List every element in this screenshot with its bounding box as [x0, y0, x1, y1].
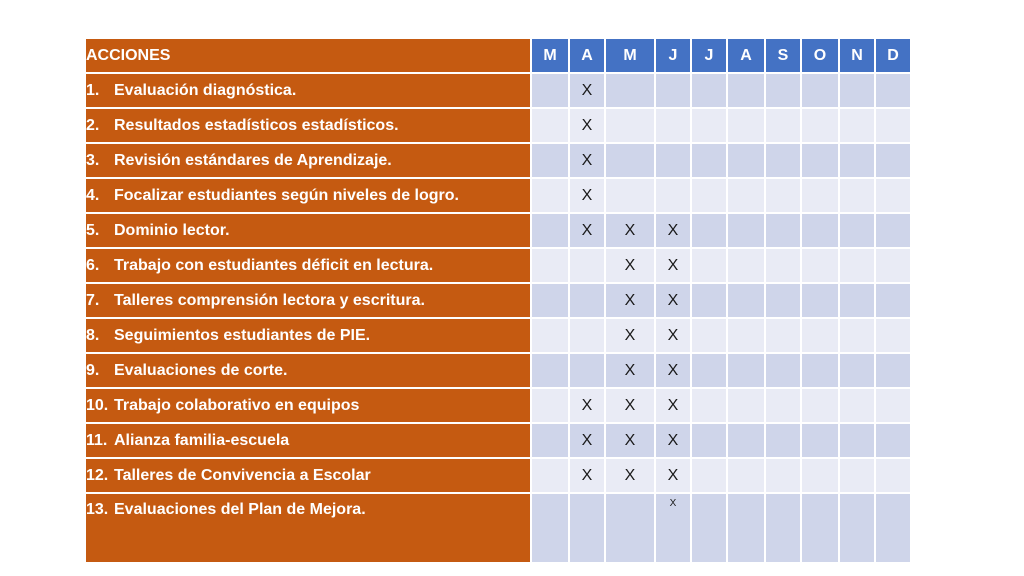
month-cell	[691, 423, 727, 458]
month-cell: X	[569, 458, 605, 493]
month-cell: X	[655, 493, 691, 563]
month-cell	[605, 108, 655, 143]
month-cell	[727, 248, 765, 283]
month-cell	[531, 143, 569, 178]
month-header: A	[727, 38, 765, 73]
action-number: 1.	[86, 81, 100, 99]
month-cell: X	[655, 423, 691, 458]
action-number: 4.	[86, 186, 100, 204]
action-number: 10.	[86, 396, 109, 414]
month-header: O	[801, 38, 839, 73]
month-cell	[801, 388, 839, 423]
month-cell	[691, 283, 727, 318]
action-cell	[85, 388, 531, 423]
action-cell	[85, 73, 531, 108]
month-cell	[605, 493, 655, 563]
month-cell	[531, 458, 569, 493]
month-header: M	[531, 38, 569, 73]
month-cell	[875, 248, 911, 283]
action-cell	[85, 423, 531, 458]
month-header: S	[765, 38, 801, 73]
month-cell: X	[605, 213, 655, 248]
table-row	[85, 388, 911, 423]
action-text: Trabajo con estudiantes déficit en lectura.	[114, 256, 434, 274]
month-cell	[839, 73, 875, 108]
month-cell	[691, 143, 727, 178]
action-text: Talleres comprensión lectora y escritura.	[114, 291, 425, 309]
month-cell: X	[655, 353, 691, 388]
month-cell	[727, 283, 765, 318]
month-cell	[727, 213, 765, 248]
month-cell	[839, 248, 875, 283]
month-cell	[875, 73, 911, 108]
month-cell	[801, 283, 839, 318]
month-cell	[839, 458, 875, 493]
month-cell	[531, 108, 569, 143]
month-cell	[727, 108, 765, 143]
month-cell	[875, 353, 911, 388]
month-cell: X	[605, 458, 655, 493]
month-cell	[765, 388, 801, 423]
month-header: N	[839, 38, 875, 73]
month-cell	[765, 108, 801, 143]
table-row	[85, 423, 911, 458]
month-cell	[839, 178, 875, 213]
action-cell	[85, 213, 531, 248]
month-cell	[839, 283, 875, 318]
month-cell	[765, 318, 801, 353]
month-cell: X	[655, 388, 691, 423]
month-header: J	[655, 38, 691, 73]
month-cell: X	[605, 388, 655, 423]
month-cell: X	[569, 388, 605, 423]
month-cell	[691, 353, 727, 388]
month-cell	[765, 458, 801, 493]
month-cell	[727, 318, 765, 353]
table-row	[85, 248, 911, 283]
month-cell	[727, 73, 765, 108]
month-cell	[727, 353, 765, 388]
month-cell	[531, 283, 569, 318]
action-cell	[85, 283, 531, 318]
month-cell	[765, 493, 801, 563]
month-cell: X	[569, 73, 605, 108]
month-cell	[839, 213, 875, 248]
month-cell	[691, 493, 727, 563]
month-cell	[875, 108, 911, 143]
month-cell	[531, 248, 569, 283]
schedule-table	[84, 37, 912, 564]
actions-header: ACCIONES	[85, 38, 531, 73]
action-text: Dominio lector.	[114, 221, 230, 239]
action-cell	[85, 178, 531, 213]
month-cell	[765, 143, 801, 178]
month-cell	[605, 178, 655, 213]
action-cell	[85, 458, 531, 493]
action-number: 8.	[86, 326, 100, 344]
action-number: 5.	[86, 221, 100, 239]
month-header: A	[569, 38, 605, 73]
month-cell	[801, 213, 839, 248]
action-cell	[85, 108, 531, 143]
month-cell	[727, 388, 765, 423]
table-row	[85, 73, 911, 108]
action-number: 11.	[86, 431, 108, 449]
action-text: Evaluaciones de corte.	[114, 361, 288, 379]
action-number: 3.	[86, 151, 100, 169]
month-cell	[801, 248, 839, 283]
month-cell	[801, 178, 839, 213]
action-number: 2.	[86, 116, 100, 134]
month-cell	[605, 73, 655, 108]
month-cell	[765, 353, 801, 388]
table-row	[85, 493, 911, 563]
month-cell	[801, 423, 839, 458]
month-cell	[691, 318, 727, 353]
month-cell	[875, 493, 911, 563]
month-cell: X	[655, 248, 691, 283]
action-text: Alianza familia-escuela	[114, 431, 290, 449]
action-cell	[85, 353, 531, 388]
action-text: Seguimientos estudiantes de PIE.	[114, 326, 371, 344]
action-cell	[85, 248, 531, 283]
month-cell	[727, 458, 765, 493]
month-cell	[691, 388, 727, 423]
month-cell	[531, 73, 569, 108]
month-cell	[727, 143, 765, 178]
month-cell: X	[605, 283, 655, 318]
action-cell	[85, 143, 531, 178]
table-row	[85, 458, 911, 493]
table-row	[85, 213, 911, 248]
action-text: Focalizar estudiantes según niveles de logro.	[114, 186, 459, 204]
action-text: Resultados estadísticos estadísticos.	[114, 116, 399, 134]
month-cell	[765, 283, 801, 318]
month-cell	[801, 318, 839, 353]
month-cell	[801, 493, 839, 563]
table-row	[85, 143, 911, 178]
month-cell	[875, 283, 911, 318]
month-cell	[801, 108, 839, 143]
table-row	[85, 108, 911, 143]
month-cell	[569, 248, 605, 283]
month-cell	[569, 353, 605, 388]
month-cell: X	[569, 108, 605, 143]
month-cell	[691, 178, 727, 213]
action-text: Revisión estándares de Aprendizaje.	[114, 151, 392, 169]
month-cell	[875, 423, 911, 458]
action-text: Evaluaciones del Plan de Mejora.	[114, 501, 366, 518]
month-cell: X	[655, 283, 691, 318]
month-cell	[801, 353, 839, 388]
month-cell	[531, 178, 569, 213]
month-cell: X	[655, 318, 691, 353]
month-cell	[531, 423, 569, 458]
action-cell	[85, 493, 531, 563]
table-row	[85, 283, 911, 318]
month-cell	[655, 143, 691, 178]
action-number: 7.	[86, 291, 100, 309]
month-cell	[839, 318, 875, 353]
action-number: 6.	[86, 256, 100, 274]
month-cell	[531, 213, 569, 248]
month-cell	[691, 248, 727, 283]
month-cell	[727, 178, 765, 213]
month-cell	[691, 213, 727, 248]
month-cell: X	[655, 213, 691, 248]
month-cell	[875, 318, 911, 353]
month-cell	[875, 458, 911, 493]
month-cell	[531, 353, 569, 388]
month-cell	[875, 178, 911, 213]
month-cell	[801, 143, 839, 178]
action-number: 9.	[86, 361, 100, 379]
month-cell	[691, 458, 727, 493]
month-cell	[875, 213, 911, 248]
month-cell	[691, 73, 727, 108]
month-cell	[801, 458, 839, 493]
month-cell	[839, 353, 875, 388]
table-row	[85, 318, 911, 353]
table-row	[85, 353, 911, 388]
action-text: Evaluación diagnóstica.	[114, 81, 297, 99]
month-cell	[531, 388, 569, 423]
action-cell	[85, 318, 531, 353]
month-cell	[839, 423, 875, 458]
month-cell	[839, 108, 875, 143]
month-cell: X	[569, 178, 605, 213]
month-cell	[765, 178, 801, 213]
month-cell	[531, 318, 569, 353]
month-cell	[531, 493, 569, 563]
month-cell	[765, 213, 801, 248]
month-cell	[569, 318, 605, 353]
table-row	[85, 178, 911, 213]
month-cell	[605, 143, 655, 178]
month-cell: X	[605, 318, 655, 353]
month-header: M	[605, 38, 655, 73]
month-cell	[765, 73, 801, 108]
month-cell	[655, 178, 691, 213]
month-cell: X	[605, 248, 655, 283]
month-cell	[691, 108, 727, 143]
month-cell: X	[569, 423, 605, 458]
month-cell	[727, 423, 765, 458]
action-number: 12.	[86, 466, 109, 484]
month-cell	[765, 423, 801, 458]
month-cell	[801, 73, 839, 108]
month-cell	[765, 248, 801, 283]
month-cell	[569, 493, 605, 563]
header-row	[85, 38, 911, 73]
month-cell	[839, 143, 875, 178]
month-cell	[875, 388, 911, 423]
month-cell: X	[655, 458, 691, 493]
month-cell	[839, 388, 875, 423]
month-cell: X	[605, 423, 655, 458]
month-cell	[655, 108, 691, 143]
action-number: 13.	[86, 501, 109, 518]
month-cell	[839, 493, 875, 563]
month-header: J	[691, 38, 727, 73]
month-cell	[569, 283, 605, 318]
action-text: Trabajo colaborativo en equipos	[114, 396, 360, 414]
month-header: D	[875, 38, 911, 73]
action-text: Talleres de Convivencia a Escolar	[114, 466, 371, 484]
month-cell	[875, 143, 911, 178]
month-cell: X	[569, 143, 605, 178]
month-cell: X	[605, 353, 655, 388]
month-cell: X	[569, 213, 605, 248]
month-cell	[655, 73, 691, 108]
month-cell	[727, 493, 765, 563]
